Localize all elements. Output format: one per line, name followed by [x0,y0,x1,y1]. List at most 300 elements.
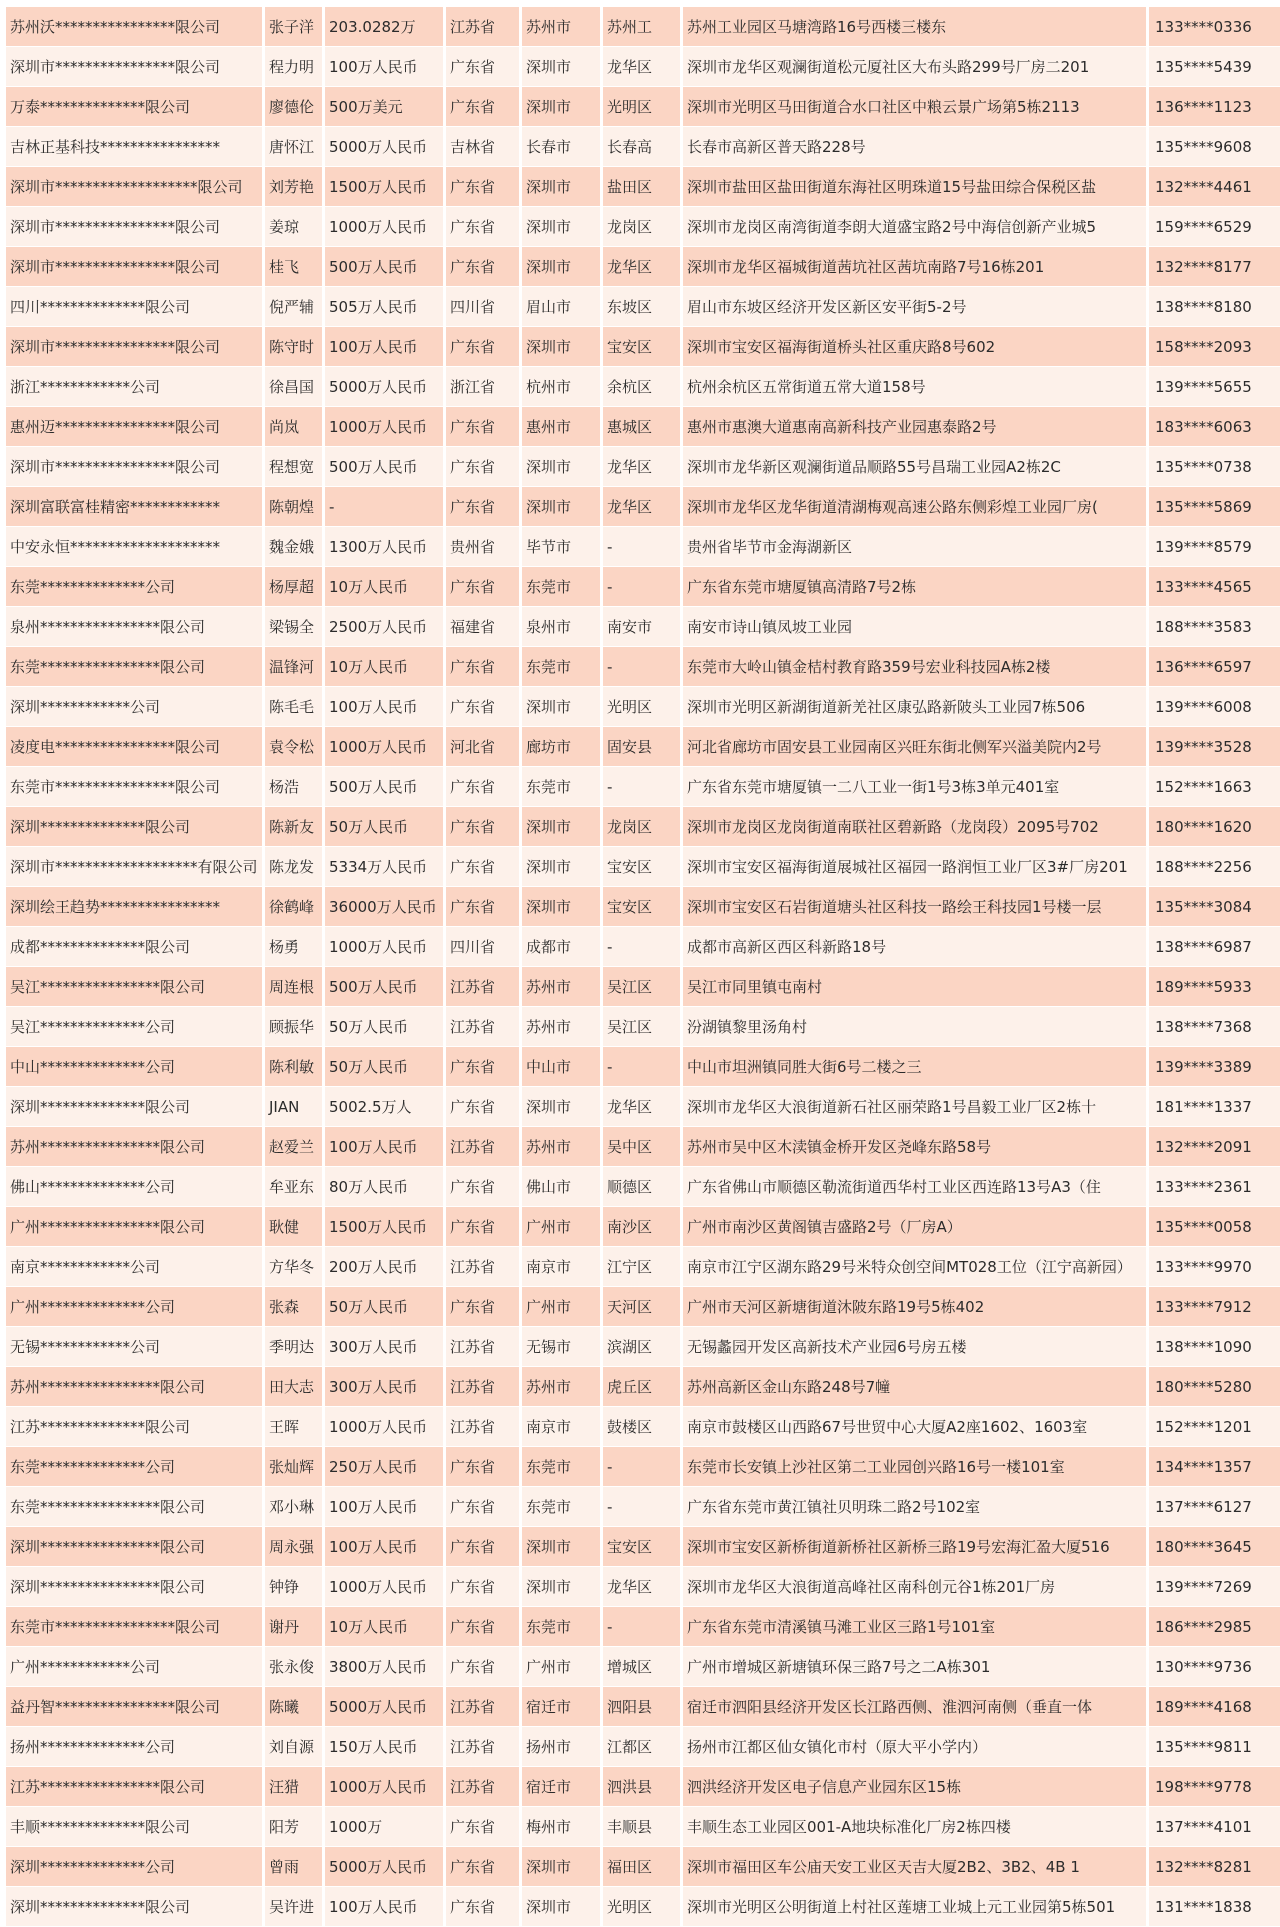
table-row [6,447,1280,486]
phone-cell: 138****8180 [1149,287,1280,326]
phone-cell: 136****6597 [1149,647,1280,686]
company-name-cell: 东莞市****************限公司 [6,767,265,806]
phone-cell: 139****7269 [1149,1567,1280,1606]
phone-cell: 180****5280 [1149,1367,1280,1406]
address-cell: 广东省东莞市塘厦镇高清路7号2栋 [683,567,1149,606]
legal-rep-cell: 桂飞 [265,247,325,286]
province-cell: 福建省 [446,607,522,646]
phone-cell: 138****6987 [1149,927,1280,966]
address-cell: 深圳市龙岗区南湾街道李朗大道盛宝路2号中海信创新产业城5 [683,207,1149,246]
table-row [6,1087,1280,1126]
registered-capital-cell: 1000万人民币 [325,727,446,766]
phone-cell: 189****5933 [1149,967,1280,1006]
legal-rep-cell: 陈曦 [265,1687,325,1726]
address-cell: 深圳市龙华新区观澜街道品顺路55号昌瑞工业园A2栋2C [683,447,1149,486]
registered-capital-cell: 200万人民币 [325,1247,446,1286]
table-row [6,807,1280,846]
company-name-cell: 广州**************公司 [6,1287,265,1326]
registered-capital-cell: 50万人民币 [325,1047,446,1086]
city-cell: 宿迁市 [522,1767,603,1806]
legal-rep-cell: 魏金娥 [265,527,325,566]
table-row [6,1727,1280,1766]
district-cell: - [603,1487,683,1526]
table-row [6,847,1280,886]
company-name-cell: 吉林正基科技**************** [6,127,265,166]
address-cell: 丰顺生态工业园区001-A地块标准化厂房2栋四楼 [683,1807,1149,1846]
address-cell: 苏州市吴中区木渎镇金桥开发区尧峰东路58号 [683,1127,1149,1166]
legal-rep-cell: 陈利敏 [265,1047,325,1086]
registered-capital-cell: 50万人民币 [325,1287,446,1326]
province-cell: 广东省 [446,167,522,206]
legal-rep-cell: 陈守时 [265,327,325,366]
company-name-cell: 深圳**************限公司 [6,807,265,846]
legal-rep-cell: 陈毛毛 [265,687,325,726]
city-cell: 东莞市 [522,647,603,686]
company-name-cell: 深圳市****************限公司 [6,207,265,246]
table-row [6,1007,1280,1046]
legal-rep-cell: 耿健 [265,1207,325,1246]
table-row [6,527,1280,566]
city-cell: 深圳市 [522,807,603,846]
address-cell: 贵州省毕节市金海湖新区 [683,527,1149,566]
company-name-cell: 东莞市****************限公司 [6,1607,265,1646]
table-row [6,1407,1280,1446]
address-cell: 宿迁市泗阳县经济开发区长江路西侧、淮泗河南侧（垂直一体 [683,1687,1149,1726]
district-cell: 龙华区 [603,447,683,486]
address-cell: 中山市坦洲镇同胜大街6号二楼之三 [683,1047,1149,1086]
province-cell: 广东省 [446,647,522,686]
phone-cell: 139****5655 [1149,367,1280,406]
city-cell: 苏州市 [522,1127,603,1166]
company-name-cell: 丰顺**************限公司 [6,1807,265,1846]
legal-rep-cell: 阳芳 [265,1807,325,1846]
district-cell: - [603,1047,683,1086]
address-cell: 吴江市同里镇屯南村 [683,967,1149,1006]
phone-cell: 133****2361 [1149,1167,1280,1206]
phone-cell: 135****0738 [1149,447,1280,486]
district-cell: 吴江区 [603,967,683,1006]
company-name-cell: 深圳富联富桂精密************ [6,487,265,526]
city-cell: 深圳市 [522,887,603,926]
province-cell: 广东省 [446,847,522,886]
city-cell: 东莞市 [522,1607,603,1646]
company-name-cell: 南京************公司 [6,1247,265,1286]
legal-rep-cell: 刘芳艳 [265,167,325,206]
address-cell: 扬州市江都区仙女镇化市村（原大平小学内） [683,1727,1149,1766]
legal-rep-cell: 赵爱兰 [265,1127,325,1166]
table-row [6,207,1280,246]
legal-rep-cell: 尚岚 [265,407,325,446]
registered-capital-cell: 300万人民币 [325,1367,446,1406]
phone-cell: 139****3389 [1149,1047,1280,1086]
province-cell: 广东省 [446,1887,522,1926]
legal-rep-cell: 邓小琳 [265,1487,325,1526]
registered-capital-cell: 1300万人民币 [325,527,446,566]
company-name-cell: 中山**************公司 [6,1047,265,1086]
company-name-cell: 苏州****************限公司 [6,1367,265,1406]
district-cell: 龙华区 [603,1087,683,1126]
address-cell: 广东省东莞市塘厦镇一二八工业一街1号3栋3单元401室 [683,767,1149,806]
phone-cell: 186****2985 [1149,1607,1280,1646]
city-cell: 泉州市 [522,607,603,646]
company-name-cell: 苏州****************限公司 [6,1127,265,1166]
legal-rep-cell: 张灿辉 [265,1447,325,1486]
province-cell: 江苏省 [446,1007,522,1046]
province-cell: 广东省 [446,1487,522,1526]
legal-rep-cell: 牟亚东 [265,1167,325,1206]
company-name-cell: 吴江**************公司 [6,1007,265,1046]
phone-cell: 139****3528 [1149,727,1280,766]
registered-capital-cell: 500万人民币 [325,767,446,806]
registered-capital-cell: 100万人民币 [325,47,446,86]
city-cell: 深圳市 [522,1527,603,1566]
company-name-cell: 浙江************公司 [6,367,265,406]
phone-cell: 133****7912 [1149,1287,1280,1326]
table-row [6,1527,1280,1566]
company-name-cell: 成都**************限公司 [6,927,265,966]
table-row [6,1367,1280,1406]
legal-rep-cell: 程力明 [265,47,325,86]
table-row [6,647,1280,686]
province-cell: 四川省 [446,927,522,966]
registered-capital-cell: 100万人民币 [325,1127,446,1166]
registered-capital-cell: 500万美元 [325,87,446,126]
legal-rep-cell: 周永强 [265,1527,325,1566]
province-cell: 贵州省 [446,527,522,566]
city-cell: 扬州市 [522,1727,603,1766]
district-cell: 龙岗区 [603,207,683,246]
table-row [6,1807,1280,1846]
province-cell: 广东省 [446,807,522,846]
district-cell: 鼓楼区 [603,1407,683,1446]
province-cell: 广东省 [446,87,522,126]
table-row [6,327,1280,366]
address-cell: 成都市高新区西区科新路18号 [683,927,1149,966]
legal-rep-cell: 倪严辅 [265,287,325,326]
table-row [6,887,1280,926]
phone-cell: 132****8281 [1149,1847,1280,1886]
company-name-cell: 深圳****************限公司 [6,1567,265,1606]
address-cell: 深圳市龙华区大浪街道新石社区丽荣路1号昌毅工业厂区2栋十 [683,1087,1149,1126]
table-row [6,1247,1280,1286]
district-cell: 泗洪县 [603,1767,683,1806]
company-name-cell: 深圳市****************限公司 [6,47,265,86]
district-cell: 顺德区 [603,1167,683,1206]
legal-rep-cell: 曾雨 [265,1847,325,1886]
table-row [6,1607,1280,1646]
registered-capital-cell: 100万人民币 [325,327,446,366]
table-row [6,1327,1280,1366]
address-cell: 长春市高新区普天路228号 [683,127,1149,166]
city-cell: 深圳市 [522,447,603,486]
table-row [6,87,1280,126]
registered-capital-cell: 100万人民币 [325,1887,446,1926]
legal-rep-cell: 张森 [265,1287,325,1326]
district-cell: 天河区 [603,1287,683,1326]
city-cell: 宿迁市 [522,1687,603,1726]
company-name-cell: 江苏**************限公司 [6,1407,265,1446]
province-cell: 广东省 [446,887,522,926]
province-cell: 广东省 [446,567,522,606]
registered-capital-cell: 250万人民币 [325,1447,446,1486]
district-cell: 光明区 [603,687,683,726]
table-row [6,1207,1280,1246]
city-cell: 东莞市 [522,1447,603,1486]
province-cell: 江苏省 [446,1407,522,1446]
phone-cell: 133****4565 [1149,567,1280,606]
city-cell: 眉山市 [522,287,603,326]
province-cell: 江苏省 [446,1247,522,1286]
district-cell: 吴江区 [603,1007,683,1046]
legal-rep-cell: 王晖 [265,1407,325,1446]
address-cell: 广东省佛山市顺德区勒流街道西华村工业区西连路13号A3（住 [683,1167,1149,1206]
table-row [6,1567,1280,1606]
registered-capital-cell: 100万人民币 [325,687,446,726]
district-cell: 吴中区 [603,1127,683,1166]
registered-capital-cell: 50万人民币 [325,807,446,846]
table-row [6,1127,1280,1166]
city-cell: 广州市 [522,1647,603,1686]
address-cell: 深圳市龙华区龙华街道清湖梅观高速公路东侧彩煌工业园厂房( [683,487,1149,526]
legal-rep-cell: 陈朝煌 [265,487,325,526]
registered-capital-cell: 500万人民币 [325,967,446,1006]
province-cell: 广东省 [446,1447,522,1486]
address-cell: 深圳市光明区马田街道合水口社区中粮云景广场第5栋2113 [683,87,1149,126]
phone-cell: 138****7368 [1149,1007,1280,1046]
phone-cell: 132****8177 [1149,247,1280,286]
table-row [6,767,1280,806]
province-cell: 广东省 [446,47,522,86]
phone-cell: 152****1201 [1149,1407,1280,1446]
phone-cell: 152****1663 [1149,767,1280,806]
district-cell: 光明区 [603,87,683,126]
address-cell: 深圳市宝安区新桥街道新桥社区新桥三路19号宏海汇盈大厦516 [683,1527,1149,1566]
district-cell: 江都区 [603,1727,683,1766]
registered-capital-cell: 5000万人民币 [325,1847,446,1886]
district-cell: 龙华区 [603,1567,683,1606]
phone-cell: 135****9608 [1149,127,1280,166]
province-cell: 河北省 [446,727,522,766]
legal-rep-cell: 张永俊 [265,1647,325,1686]
address-cell: 惠州市惠澳大道惠南高新科技产业园惠泰路2号 [683,407,1149,446]
company-name-cell: 深圳市****************限公司 [6,247,265,286]
city-cell: 深圳市 [522,327,603,366]
legal-rep-cell: 姜琼 [265,207,325,246]
legal-rep-cell: 吴许进 [265,1887,325,1926]
city-cell: 深圳市 [522,1567,603,1606]
district-cell: 东坡区 [603,287,683,326]
legal-rep-cell: 顾振华 [265,1007,325,1046]
province-cell: 江苏省 [446,7,522,46]
phone-cell: 137****4101 [1149,1807,1280,1846]
company-name-cell: 深圳市****************限公司 [6,327,265,366]
district-cell: - [603,1447,683,1486]
province-cell: 广东省 [446,247,522,286]
registered-capital-cell: 150万人民币 [325,1727,446,1766]
province-cell: 江苏省 [446,1767,522,1806]
address-cell: 深圳市龙华区福城街道茜坑社区茜坑南路7号16栋201 [683,247,1149,286]
district-cell: - [603,767,683,806]
address-cell: 泗洪经济开发区电子信息产业园东区15栋 [683,1767,1149,1806]
table-row [6,1447,1280,1486]
table-row [6,1847,1280,1886]
province-cell: 广东省 [446,1087,522,1126]
legal-rep-cell: 杨厚超 [265,567,325,606]
province-cell: 广东省 [446,1527,522,1566]
district-cell: 龙华区 [603,47,683,86]
address-cell: 深圳市盐田区盐田街道东海社区明珠道15号盐田综合保税区盐 [683,167,1149,206]
company-name-cell: 四川**************限公司 [6,287,265,326]
city-cell: 苏州市 [522,1367,603,1406]
province-cell: 江苏省 [446,1367,522,1406]
company-name-cell: 扬州**************公司 [6,1727,265,1766]
legal-rep-cell: 程想宽 [265,447,325,486]
district-cell: 余杭区 [603,367,683,406]
district-cell: 长春高 [603,127,683,166]
address-cell: 南京市江宁区湖东路29号米特众创空间MT028工位（江宁高新园） [683,1247,1149,1286]
company-name-cell: 深圳市****************限公司 [6,447,265,486]
company-name-cell: 吴江****************限公司 [6,967,265,1006]
table-row [6,1167,1280,1206]
legal-rep-cell: 唐怀江 [265,127,325,166]
phone-cell: 134****1357 [1149,1447,1280,1486]
province-cell: 广东省 [446,327,522,366]
phone-cell: 135****5869 [1149,487,1280,526]
province-cell: 广东省 [446,487,522,526]
phone-cell: 188****3583 [1149,607,1280,646]
province-cell: 江苏省 [446,1127,522,1166]
address-cell: 南安市诗山镇凤坡工业园 [683,607,1149,646]
legal-rep-cell: 谢丹 [265,1607,325,1646]
city-cell: 广州市 [522,1287,603,1326]
city-cell: 成都市 [522,927,603,966]
phone-cell: 181****1337 [1149,1087,1280,1126]
city-cell: 梅州市 [522,1807,603,1846]
company-name-cell: 东莞**************公司 [6,1447,265,1486]
legal-rep-cell: 汪猎 [265,1767,325,1806]
district-cell: 盐田区 [603,167,683,206]
company-name-cell: 深圳市*******************有限公司 [6,847,265,886]
province-cell: 广东省 [446,447,522,486]
city-cell: 深圳市 [522,47,603,86]
registered-capital-cell: 10万人民币 [325,647,446,686]
company-name-cell: 益丹智****************限公司 [6,1687,265,1726]
phone-cell: 135****3084 [1149,887,1280,926]
address-cell: 苏州高新区金山东路248号7幢 [683,1367,1149,1406]
province-cell: 四川省 [446,287,522,326]
phone-cell: 132****2091 [1149,1127,1280,1166]
province-cell: 广东省 [446,1047,522,1086]
legal-rep-cell: JIAN [265,1087,325,1126]
address-cell: 东莞市长安镇上沙社区第二工业园创兴路16号一楼101室 [683,1447,1149,1486]
registered-capital-cell: 3800万人民币 [325,1647,446,1686]
address-cell: 东莞市大岭山镇金桔村教育路359号宏业科技园A栋2楼 [683,647,1149,686]
district-cell: 宝安区 [603,847,683,886]
registered-capital-cell: - [325,487,446,526]
province-cell: 江苏省 [446,1727,522,1766]
legal-rep-cell: 袁令松 [265,727,325,766]
city-cell: 南京市 [522,1407,603,1446]
phone-cell: 133****9970 [1149,1247,1280,1286]
table-row [6,1687,1280,1726]
address-cell: 广东省东莞市黄江镇社贝明珠二路2号102室 [683,1487,1149,1526]
city-cell: 杭州市 [522,367,603,406]
province-cell: 广东省 [446,1607,522,1646]
city-cell: 长春市 [522,127,603,166]
district-cell: 南安市 [603,607,683,646]
registered-capital-cell: 500万人民币 [325,247,446,286]
phone-cell: 137****6127 [1149,1487,1280,1526]
registered-capital-cell: 500万人民币 [325,447,446,486]
table-row [6,1887,1280,1926]
district-cell: 虎丘区 [603,1367,683,1406]
registered-capital-cell: 5334万人民币 [325,847,446,886]
company-name-cell: 深圳绘王趋势**************** [6,887,265,926]
company-name-cell: 万泰**************限公司 [6,87,265,126]
table-row [6,127,1280,166]
address-cell: 深圳市龙华区大浪街道高峰社区南科创元谷1栋201厂房 [683,1567,1149,1606]
phone-cell: 130****9736 [1149,1647,1280,1686]
district-cell: 龙岗区 [603,807,683,846]
address-cell: 眉山市东坡区经济开发区新区安平街5-2号 [683,287,1149,326]
legal-rep-cell: 杨浩 [265,767,325,806]
registered-capital-cell: 5000万人民币 [325,1687,446,1726]
phone-cell: 131****1838 [1149,1887,1280,1926]
legal-rep-cell: 杨勇 [265,927,325,966]
table-row [6,1287,1280,1326]
city-cell: 毕节市 [522,527,603,566]
registered-capital-cell: 10万人民币 [325,1607,446,1646]
legal-rep-cell: 徐昌国 [265,367,325,406]
legal-rep-cell: 徐鹤峰 [265,887,325,926]
city-cell: 苏州市 [522,7,603,46]
registered-capital-cell: 1500万人民币 [325,167,446,206]
phone-cell: 132****4461 [1149,167,1280,206]
address-cell: 苏州工业园区马塘湾路16号西楼三楼东 [683,7,1149,46]
city-cell: 广州市 [522,1207,603,1246]
registered-capital-cell: 1000万人民币 [325,407,446,446]
city-cell: 苏州市 [522,967,603,1006]
district-cell: 泗阳县 [603,1687,683,1726]
district-cell: 苏州工 [603,7,683,46]
address-cell: 深圳市光明区新湖街道新羌社区康弘路新陂头工业园7栋506 [683,687,1149,726]
registered-capital-cell: 1000万人民币 [325,207,446,246]
district-cell: 龙华区 [603,247,683,286]
city-cell: 苏州市 [522,1007,603,1046]
district-cell: 龙华区 [603,487,683,526]
phone-cell: 135****0058 [1149,1207,1280,1246]
phone-cell: 139****8579 [1149,527,1280,566]
city-cell: 深圳市 [522,487,603,526]
registered-capital-cell: 1500万人民币 [325,1207,446,1246]
company-name-cell: 中安永恒******************** [6,527,265,566]
district-cell: 江宁区 [603,1247,683,1286]
city-cell: 深圳市 [522,1887,603,1926]
table-row [6,727,1280,766]
city-cell: 深圳市 [522,87,603,126]
phone-cell: 183****6063 [1149,407,1280,446]
city-cell: 深圳市 [522,847,603,886]
district-cell: 宝安区 [603,327,683,366]
province-cell: 广东省 [446,1287,522,1326]
address-cell: 深圳市宝安区福海街道展城社区福园一路润恒工业厂区3#厂房201 [683,847,1149,886]
address-cell: 广州市南沙区黄阁镇吉盛路2号（厂房A） [683,1207,1149,1246]
city-cell: 惠州市 [522,407,603,446]
city-cell: 深圳市 [522,1847,603,1886]
registered-capital-cell: 5000万人民币 [325,127,446,166]
district-cell: 光明区 [603,1887,683,1926]
registered-capital-cell: 5002.5万人 [325,1087,446,1126]
